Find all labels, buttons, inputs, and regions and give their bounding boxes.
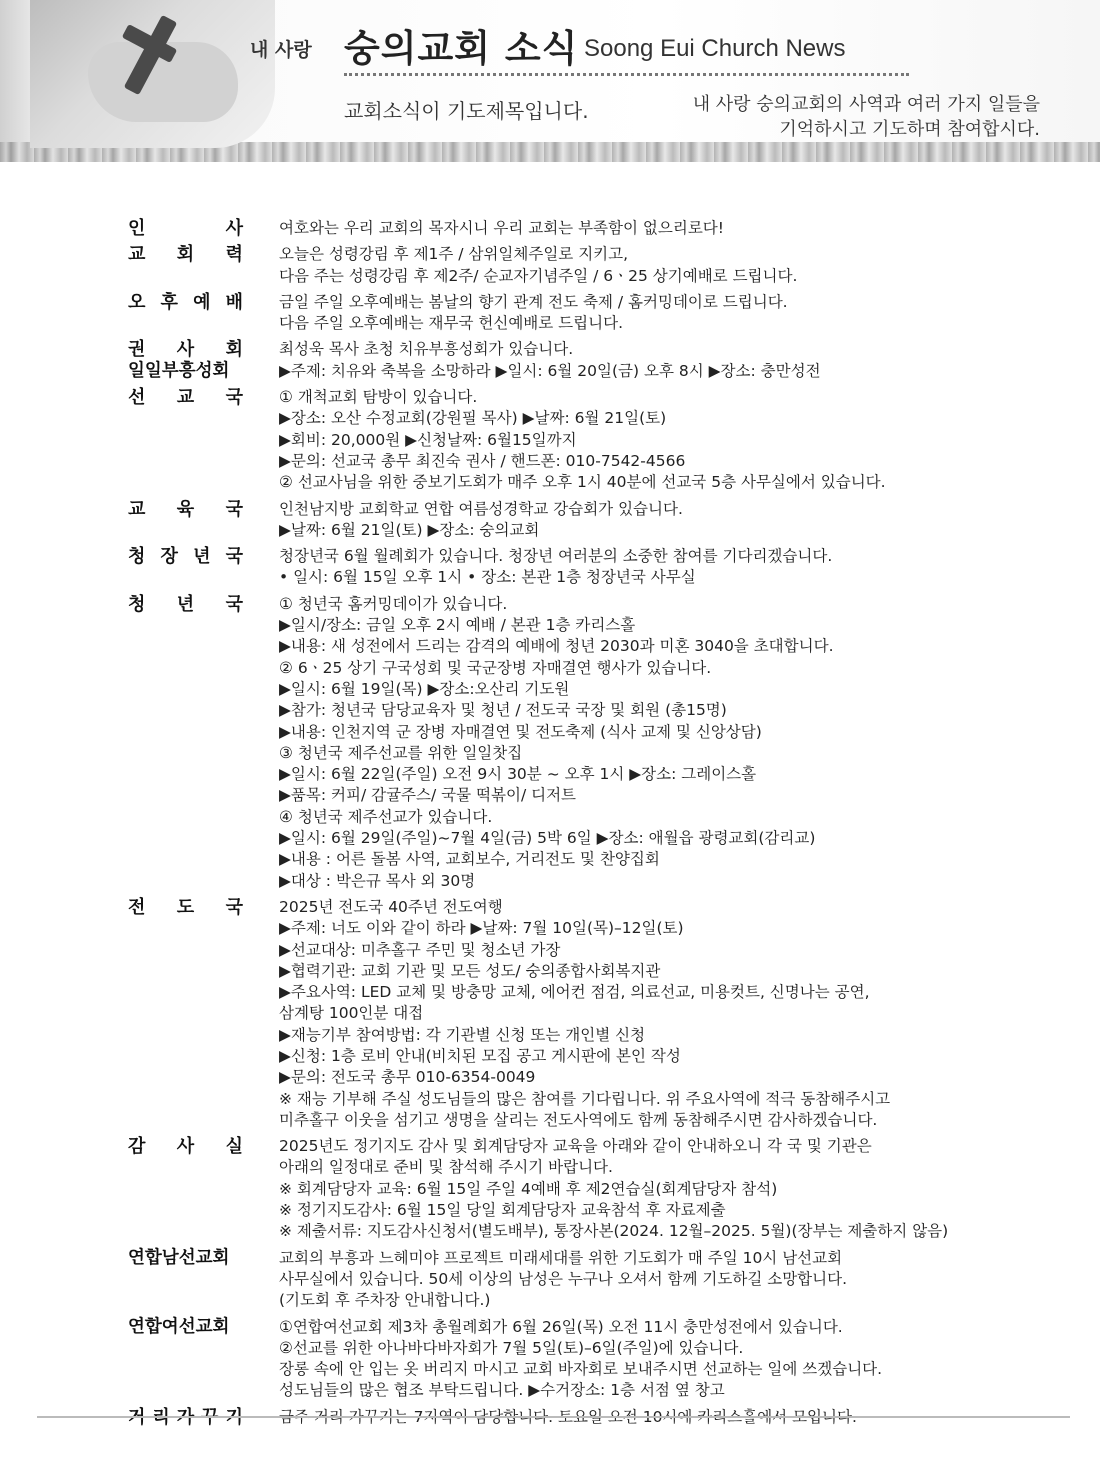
section-line: ① 개척교회 탐방이 있습니다. [279,388,478,407]
section-line: 2025년 전도국 40주년 전도여행 [279,897,503,916]
section-line: ①연합여선교회 제3차 총월례회가 6월 26일(목) 오전 11시 충만성전에서 있습니다. [279,1317,843,1336]
header-main-title: 숭의교회 소식 [344,27,579,70]
section-greeting [128,218,978,239]
section-label [128,546,279,589]
section-label-text [128,1136,243,1157]
section-label-text: 연합남선교회 [128,1247,230,1268]
section-mission [128,387,978,493]
label-char: 청 [128,546,146,568]
section-line: • 일시: 6월 15일 오후 1시 • 장소: 본관 1층 청장년국 사무실 [279,568,696,587]
label-char: 국 [225,387,243,409]
section-line: ▶재능기부 참여방법: 각 기관별 신청 또는 개인별 신청 [279,1025,646,1044]
label-char: 국 [225,593,243,615]
label-char: 회 [225,339,243,361]
section-line: ② 6ㆍ25 상기 구국성회 및 국군장병 자매결연 행사가 있습니다. [279,658,712,677]
section-line: ※ 회계담당자 교육: 6월 15일 주일 4예배 후 제2연습실(회계담당자 참석) [279,1179,778,1198]
label-char: 년 [176,593,195,615]
section-body [279,1136,978,1242]
section-label [128,499,279,542]
section-line: ② 선교사님을 위한 중보기도회가 매주 오후 1시 40분에 선교국 5층 사무실에서 있습니다. [279,473,886,492]
dotted-divider [344,73,909,76]
label-char: 국 [225,896,243,918]
section-body [279,339,978,382]
section-line: ▶문의: 선교국 총무 최진숙 권사 / 핸드폰: 010-7542-4566 [279,451,686,470]
section-men [128,1248,978,1312]
header-subtitle: 교회소식이 기도제목입니다. [344,99,589,123]
label-char: 청 [128,593,146,615]
section-body [279,1248,978,1312]
section-label-text [128,897,243,918]
section-label [128,292,279,335]
section-label-text: 연합여선교회 [128,1316,230,1337]
label-char: 권 [128,339,146,361]
section-line: ※ 정기지도감사: 6월 15일 당일 회계담당자 교육참석 후 자료제출 [279,1201,726,1220]
section-line: ▶날짜: 6월 21일(토) ▶장소: 숭의교회 [279,520,540,539]
section-label-text [128,594,243,615]
label-char: 사 [176,339,195,361]
section-line: 다음 주일 오후예배는 재무국 헌신예배로 드립니다. [279,314,623,333]
section-education [128,499,978,542]
section-line: ▶일시: 6월 19일(목) ▶장소:오산리 기도원 [279,679,570,698]
section-body [279,1317,978,1402]
section-line: (기도회 후 주차장 안내합니다.) [279,1291,491,1310]
section-label [128,387,279,493]
section-line: ※ 제출서류: 지도감사신청서(별도배부), 통장사본(2024. 12월–2025. 5월)(장부는 제출하지 않음) [279,1222,949,1241]
section-exhort [128,339,978,382]
section-line: ④ 청년국 제주선교가 있습니다. [279,807,493,826]
section-line: 다음 주는 성령강림 후 제2주/ 순교자기념주일 / 6ㆍ25 상기예배로 드립니다. [279,266,798,285]
section-line: ▶주요사역: LED 교체 및 방충망 교체, 에어컨 점검, 의료선교, 미용컷트, 신명나는 공연, [279,983,870,1002]
section-youth [128,594,978,892]
section-label-text [128,244,243,265]
section-line: 최성욱 목사 초청 치유부흥성회가 있습니다. [279,340,574,359]
section-line: ▶내용 : 어른 돌봄 사역, 교회보수, 거리전도 및 찬양집회 [279,850,660,869]
section-body [279,292,978,335]
section-line: ※ 재능 기부해 주실 성도님들의 많은 참여를 기다립니다. 위 주요사역에 적극 동참해주시고 [279,1089,891,1108]
section-label [128,1136,279,1242]
section-line: 2025년도 정기지도 감사 및 회계담당자 교육을 아래와 같이 안내하오니 각 국 및 기관은 [279,1137,872,1156]
section-line: ▶협력기관: 교회 기관 및 모든 성도/ 숭의종합사회복지관 [279,961,661,980]
section-line: 삼계탕 100인분 대접 [279,1004,424,1023]
label-char: 선 [128,387,146,409]
section-body [279,244,978,287]
section-label-text [128,499,243,520]
section-line: ②선교를 위한 아나바다바자회가 7월 5일(토)–6일(주일)에 있습니다. [279,1338,744,1357]
section-line: 미추홀구 이웃을 섬기고 생명을 살리는 전도사역에도 함께 동참해주시면 감사하겠습니다. [279,1110,878,1129]
section-evangelism [128,897,978,1131]
label-char: 사 [176,1136,195,1158]
label-char: 기 [225,1406,243,1428]
label-char: 예 [193,291,211,313]
section-line: 인천남지방 교회학교 연합 여름성경학교 강습회가 있습니다. [279,499,683,518]
section-line: 청장년국 6월 월례회가 있습니다. 청장년 여러분의 소중한 참여를 기다리겠습니다. [279,547,833,566]
section-body [279,594,978,892]
section-line: ▶일시: 6월 22일(주일) 오전 9시 30분 ~ 오후 1시 ▶장소: 그레이스홀 [279,765,757,784]
section-label [128,594,279,892]
section-line: ▶주제: 치유와 축복을 소망하라 ▶일시: 6월 20일(금) 오후 8시 ▶장소: 충만성전 [279,361,821,380]
section-line: ▶선교대상: 미추홀구 주민 및 청소년 가장 [279,940,561,959]
section-line: ③ 청년국 제주선교를 위한 일일찻집 [279,743,523,762]
label-char: 배 [225,291,243,313]
section-label-text [128,292,243,313]
section-body [279,218,978,239]
section-line: ▶주제: 너도 이와 같이 하라 ▶날짜: 7월 10일(목)–12일(토) [279,919,684,938]
section-afternoon [128,292,978,335]
section-line: 여호와는 우리 교회의 목자시니 우리 교회는 부족함이 없으리로다! [279,219,724,237]
label-char: 꾸 [201,1406,219,1428]
section-label [128,218,279,239]
section-line: 장롱 속에 안 입는 옷 버리지 마시고 교회 바자회로 보내주시면 선교하는 일에 쓰겠습니다. [279,1360,883,1379]
section-line: 금주 거리 가꾸기는 7지역이 담당합니다. 토요일 오전 10시에 카리스홀에서 모입니다. [279,1407,857,1426]
section-label [128,1248,279,1312]
section-line: 아래의 일정대로 준비 및 참석해 주시기 바랍니다. [279,1158,613,1177]
label-char: 국 [225,498,243,520]
header-description-line: 내 사랑 숭의교회의 사역과 여러 가지 일들을 [692,94,1040,115]
section-line: ▶품목: 커피/ 감귤주스/ 국물 떡볶이/ 디저트 [279,786,577,805]
section-body [279,387,978,493]
section-line: 성도님들의 많은 협조 부탁드립니다. ▶수거장소: 1층 서점 옆 창고 [279,1381,725,1400]
section-body [279,499,978,542]
section-line: ▶참가: 청년국 담당교육자 및 청년 / 전도국 국장 및 회원 (총15명) [279,701,727,720]
label-char: 후 [160,291,178,313]
label-char: 전 [128,896,146,918]
label-char: 오 [128,291,146,313]
section-line: ▶장소: 오산 수정교회(강원필 목사) ▶날짜: 6월 21일(토) [279,409,667,428]
label-char: 력 [225,244,243,266]
section-line: ▶신청: 1층 로비 안내(비치된 모집 공고 게시판에 본인 작성 [279,1046,681,1065]
bottom-divider [37,1416,1070,1418]
label-char: 사 [225,218,243,239]
section-label [128,244,279,287]
section-label-text [128,546,243,567]
section-line: ▶일시/장소: 금일 오후 2시 예배 / 본관 1층 카리스홀 [279,616,636,635]
section-women [128,1317,978,1402]
label-char: 실 [225,1136,243,1158]
section-line: ① 청년국 홈커밍데이가 있습니다. [279,594,508,613]
header-description [693,92,1040,142]
section-line: ▶내용: 새 성전에서 드리는 감격의 예배에 청년 2030과 미혼 3040을 초대합니다. [279,637,834,656]
header-small-title: 내 사랑 [250,39,312,61]
hand-cross-photo [30,0,275,148]
section-label [128,897,279,1131]
news-sections [128,213,978,1428]
section-line: 교회의 부흥과 느헤미야 프로젝트 미래세대를 위한 기도회가 매 주일 10시 남선교회 [279,1248,843,1267]
label-char: 가 [176,1406,195,1428]
header-description-line: 기억하시고 기도하며 참여합시다. [779,119,1040,140]
section-label [128,1317,279,1402]
label-char: 거 [128,1406,146,1428]
section-label [128,339,279,382]
section-line: ▶대상 : 박은규 목사 외 30명 [279,871,476,890]
section-body [279,897,978,1131]
label-char: 국 [225,546,243,568]
section-label-text [128,387,243,408]
label-char: 육 [176,498,195,520]
section-line: ▶내용: 인천지역 군 장병 자매결연 및 전도축제 (식사 교제 및 신앙상담) [279,722,762,741]
section-calendar [128,244,978,287]
label-char: 인 [128,218,146,239]
section-youngadult [128,546,978,589]
label-char: 교 [128,498,146,520]
label-char: 감 [128,1136,146,1158]
label-char: 리 [152,1406,170,1428]
label-char: 교 [128,244,146,266]
section-body [279,546,978,589]
label-char: 교 [176,387,195,409]
section-line: 금일 주일 오후예배는 봄날의 향기 관계 전도 축제 / 홈커밍데이로 드립니다. [279,292,788,311]
section-line: ▶문의: 전도국 총무 010-6354-0049 [279,1068,536,1087]
section-label-text [128,339,243,360]
section-line: 오늘은 성령강림 후 제1주 / 삼위일체주일로 지키고, [279,245,629,264]
section-label-extra: 일일부흥성회 [128,360,230,381]
section-line: ▶일시: 6월 29일(주일)~7월 4일(금) 5박 6일 ▶장소: 애월읍 광령교회(감리교) [279,829,816,848]
header-banner [0,0,1100,162]
section-line: ▶회비: 20,000원 ▶신청날짜: 6월15일까지 [279,430,577,449]
label-char: 도 [176,896,195,918]
section-line: 사무실에서 있습니다. 50세 이상의 남성은 누구나 오셔서 함께 기도하길 소망합니다. [279,1269,848,1288]
section-label-text [128,218,243,239]
label-char: 년 [193,546,211,568]
header-english-title: Soong Eui Church News [584,35,846,62]
label-char: 회 [176,244,195,266]
section-audit [128,1136,978,1242]
label-char: 장 [160,546,178,568]
